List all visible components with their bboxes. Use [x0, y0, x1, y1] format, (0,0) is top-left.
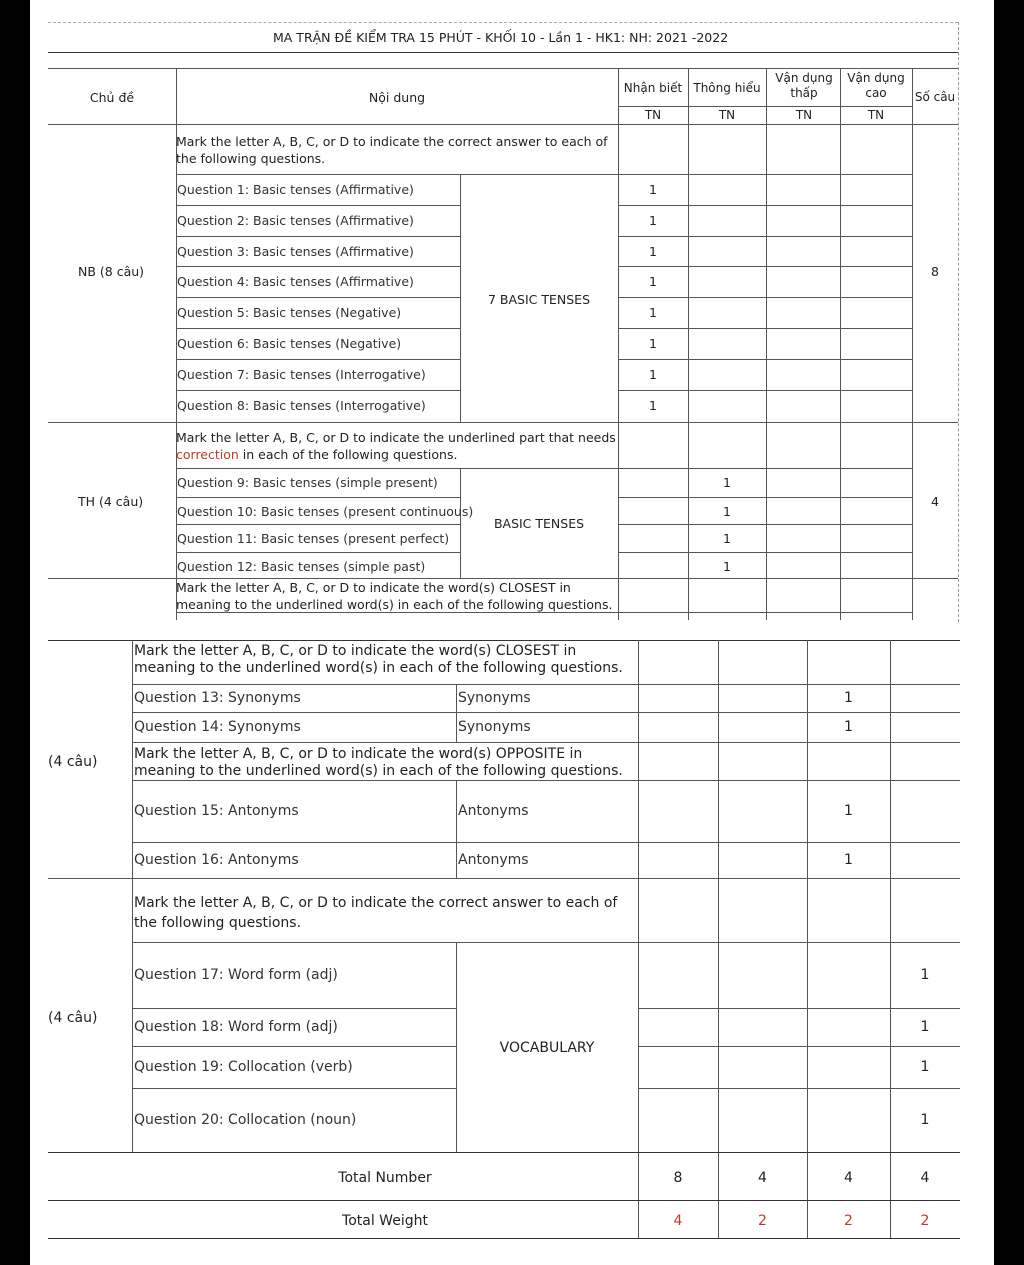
vdt-closest-instruction: Mark the letter A, B, C, or D to indicate the word(s) CLOSEST in meaning to the underlined word(s) in each of the following questions.	[134, 643, 623, 676]
table-rule	[176, 205, 460, 206]
table-row-question: Question 18: Word form (adj)	[134, 1019, 338, 1035]
table-rule	[132, 1008, 456, 1009]
table-cell-nb-value: 1	[649, 398, 657, 413]
total-weight-label: Total Weight	[342, 1213, 428, 1229]
header-chu-de: Chủ đề	[89, 90, 135, 105]
table-cell-th-value: 1	[723, 475, 731, 490]
document-sheet	[30, 0, 994, 1265]
table-cell-nb-value: 1	[649, 367, 657, 382]
vdt-label: (4 câu)	[48, 754, 98, 770]
th-group: BASIC TENSES	[493, 516, 585, 531]
header-van-dung-thap: Vận dụng thấp	[775, 71, 833, 100]
page-title: MA TRẬN ĐỀ KIỂM TRA 15 PHÚT - KHỐI 10 - Lần 1 - HK1: NH: 2021 -2022	[273, 30, 729, 45]
vdc-instruction: Mark the letter A, B, C, or D to indicate the correct answer to each of the following questions.	[134, 895, 618, 931]
table-cell-nb-value: 1	[649, 213, 657, 228]
table-rule	[132, 780, 960, 781]
table-cell-vdc-value: 1	[920, 1019, 930, 1035]
table-cell-nb-value: 1	[649, 182, 657, 197]
table-cell-vdc-value: 1	[920, 1112, 930, 1128]
table-rule	[176, 328, 460, 329]
table-rule	[132, 1046, 456, 1047]
table-row-question: Question 20: Collocation (noun)	[134, 1112, 357, 1128]
table-rule	[132, 742, 960, 743]
table-rule	[176, 236, 460, 237]
table-row-question: Question 16: Antonyms	[134, 852, 299, 868]
table-row-question: Question 13: Synonyms	[134, 690, 301, 706]
table-rule	[618, 552, 912, 553]
table-cell-vdc-value: 1	[920, 967, 930, 983]
table-cell-vdt-value: 1	[844, 852, 853, 868]
table-cell-nb-value: 1	[649, 305, 657, 320]
table-rule	[618, 205, 912, 206]
table-row-question: Question 6: Basic tenses (Negative)	[177, 336, 402, 351]
table-cell-vdt-value: 1	[844, 719, 853, 735]
table-row-question: Question 1: Basic tenses (Affirmative)	[177, 182, 414, 197]
table-rule	[618, 297, 912, 298]
header-noi-dung: Nội dung	[368, 90, 426, 105]
dashed-border-top	[48, 22, 958, 23]
vdc-group: VOCABULARY	[499, 1040, 595, 1056]
vdt-opposite-instruction: Mark the letter A, B, C, or D to indicate the word(s) OPPOSITE in meaning to the underlined word(s) in each of the following questions.	[134, 746, 623, 779]
total-number-th: 4	[758, 1170, 767, 1186]
total-number-vdc: 4	[920, 1170, 930, 1186]
table-row-question: Question 10: Basic tenses (present continuous)	[177, 504, 474, 519]
table-row-question: Question 2: Basic tenses (Affirmative)	[177, 213, 414, 228]
header-van-dung-cao: Vận dụng cao	[847, 71, 905, 100]
table-cell-group: Synonyms	[458, 690, 531, 706]
table-rule	[618, 497, 912, 498]
table-cell-vdt-value: 1	[844, 690, 853, 706]
table-row-question: Question 11: Basic tenses (present perfect)	[177, 531, 450, 546]
th-label: TH (4 câu)	[78, 494, 144, 509]
nb-count: 8	[931, 264, 939, 279]
table-rule	[176, 359, 460, 360]
table-cell-group: Antonyms	[458, 852, 529, 868]
table-rule	[132, 1088, 456, 1089]
table-row-question: Question 9: Basic tenses (simple present)	[177, 475, 438, 490]
table-rule	[176, 297, 460, 298]
th-instruction: Mark the letter A, B, C, or D to indicate the underlined part that needs correction in each of the following questions.	[176, 430, 616, 462]
table-row-question: Question 7: Basic tenses (Interrogative)	[177, 367, 426, 382]
total-weight-vdc: 2	[920, 1213, 930, 1229]
table-rule	[638, 1008, 960, 1009]
table-rule	[618, 266, 912, 267]
table-cell-nb-value: 1	[649, 244, 657, 259]
table-rule	[176, 524, 460, 525]
table-row-question: Question 8: Basic tenses (Interrogative)	[177, 398, 426, 413]
th-count: 4	[931, 494, 939, 509]
header-tn-2: TN	[718, 108, 736, 122]
table-cell-nb-value: 1	[649, 274, 657, 289]
header-so-cau: Số câu	[914, 90, 956, 104]
table-row-question: Question 3: Basic tenses (Affirmative)	[177, 244, 414, 259]
table-cell-th-value: 1	[723, 504, 731, 519]
table-rule	[618, 359, 912, 360]
table-row-question: Question 12: Basic tenses (simple past)	[177, 559, 426, 574]
table-cell-th-value: 1	[723, 531, 731, 546]
total-number-vdt: 4	[844, 1170, 853, 1186]
table-rule	[618, 524, 912, 525]
table-row-question: Question 15: Antonyms	[134, 803, 299, 819]
table-rule	[132, 712, 960, 713]
total-weight-th: 2	[758, 1213, 767, 1229]
nb-group: 7 BASIC TENSES	[487, 292, 591, 307]
table-rule	[132, 842, 960, 843]
table-rule	[176, 552, 460, 553]
total-weight-nb: 4	[673, 1213, 683, 1229]
header-tn-1: TN	[644, 108, 662, 122]
table-row-question: Question 14: Synonyms	[134, 719, 301, 735]
table-rule	[618, 390, 912, 391]
table-cell-group: Antonyms	[458, 803, 529, 819]
table-rule	[618, 236, 912, 237]
table-rule	[638, 1088, 960, 1089]
table-cell-nb-value: 1	[649, 336, 657, 351]
header-tn-4: TN	[867, 108, 885, 122]
table-row-question: Question 5: Basic tenses (Negative)	[177, 305, 402, 320]
nb-label: NB (8 câu)	[78, 264, 145, 279]
closest-instruction-top: Mark the letter A, B, C, or D to indicate the word(s) CLOSEST in meaning to the underlined word(s) in each of the following questions.	[176, 580, 613, 612]
dashed-border	[958, 22, 959, 622]
table-rule	[638, 1046, 960, 1047]
table-cell-vdc-value: 1	[920, 1059, 930, 1075]
total-number-label: Total Number	[338, 1170, 432, 1186]
table-cell-th-value: 1	[723, 559, 731, 574]
table-row-question: Question 4: Basic tenses (Affirmative)	[177, 274, 414, 289]
table-rule	[176, 266, 460, 267]
total-weight-vdt: 2	[844, 1213, 853, 1229]
table-rule	[618, 328, 912, 329]
table-row-question: Question 17: Word form (adj)	[134, 967, 338, 983]
header-thong-hieu: Thông hiểu	[693, 81, 761, 95]
vdc-label: (4 câu)	[48, 1010, 98, 1026]
table-cell-group: Synonyms	[458, 719, 531, 735]
table-rule	[176, 497, 460, 498]
table-rule	[176, 390, 460, 391]
header-nhan-biet: Nhận biết	[623, 81, 683, 95]
header-tn-3: TN	[795, 108, 813, 122]
nb-instruction: Mark the letter A, B, C, or D to indicate the correct answer to each of the following questions.	[176, 134, 608, 166]
total-number-nb: 8	[673, 1170, 683, 1186]
table-cell-vdt-value: 1	[844, 803, 853, 819]
table-row-question: Question 19: Collocation (verb)	[134, 1059, 353, 1075]
